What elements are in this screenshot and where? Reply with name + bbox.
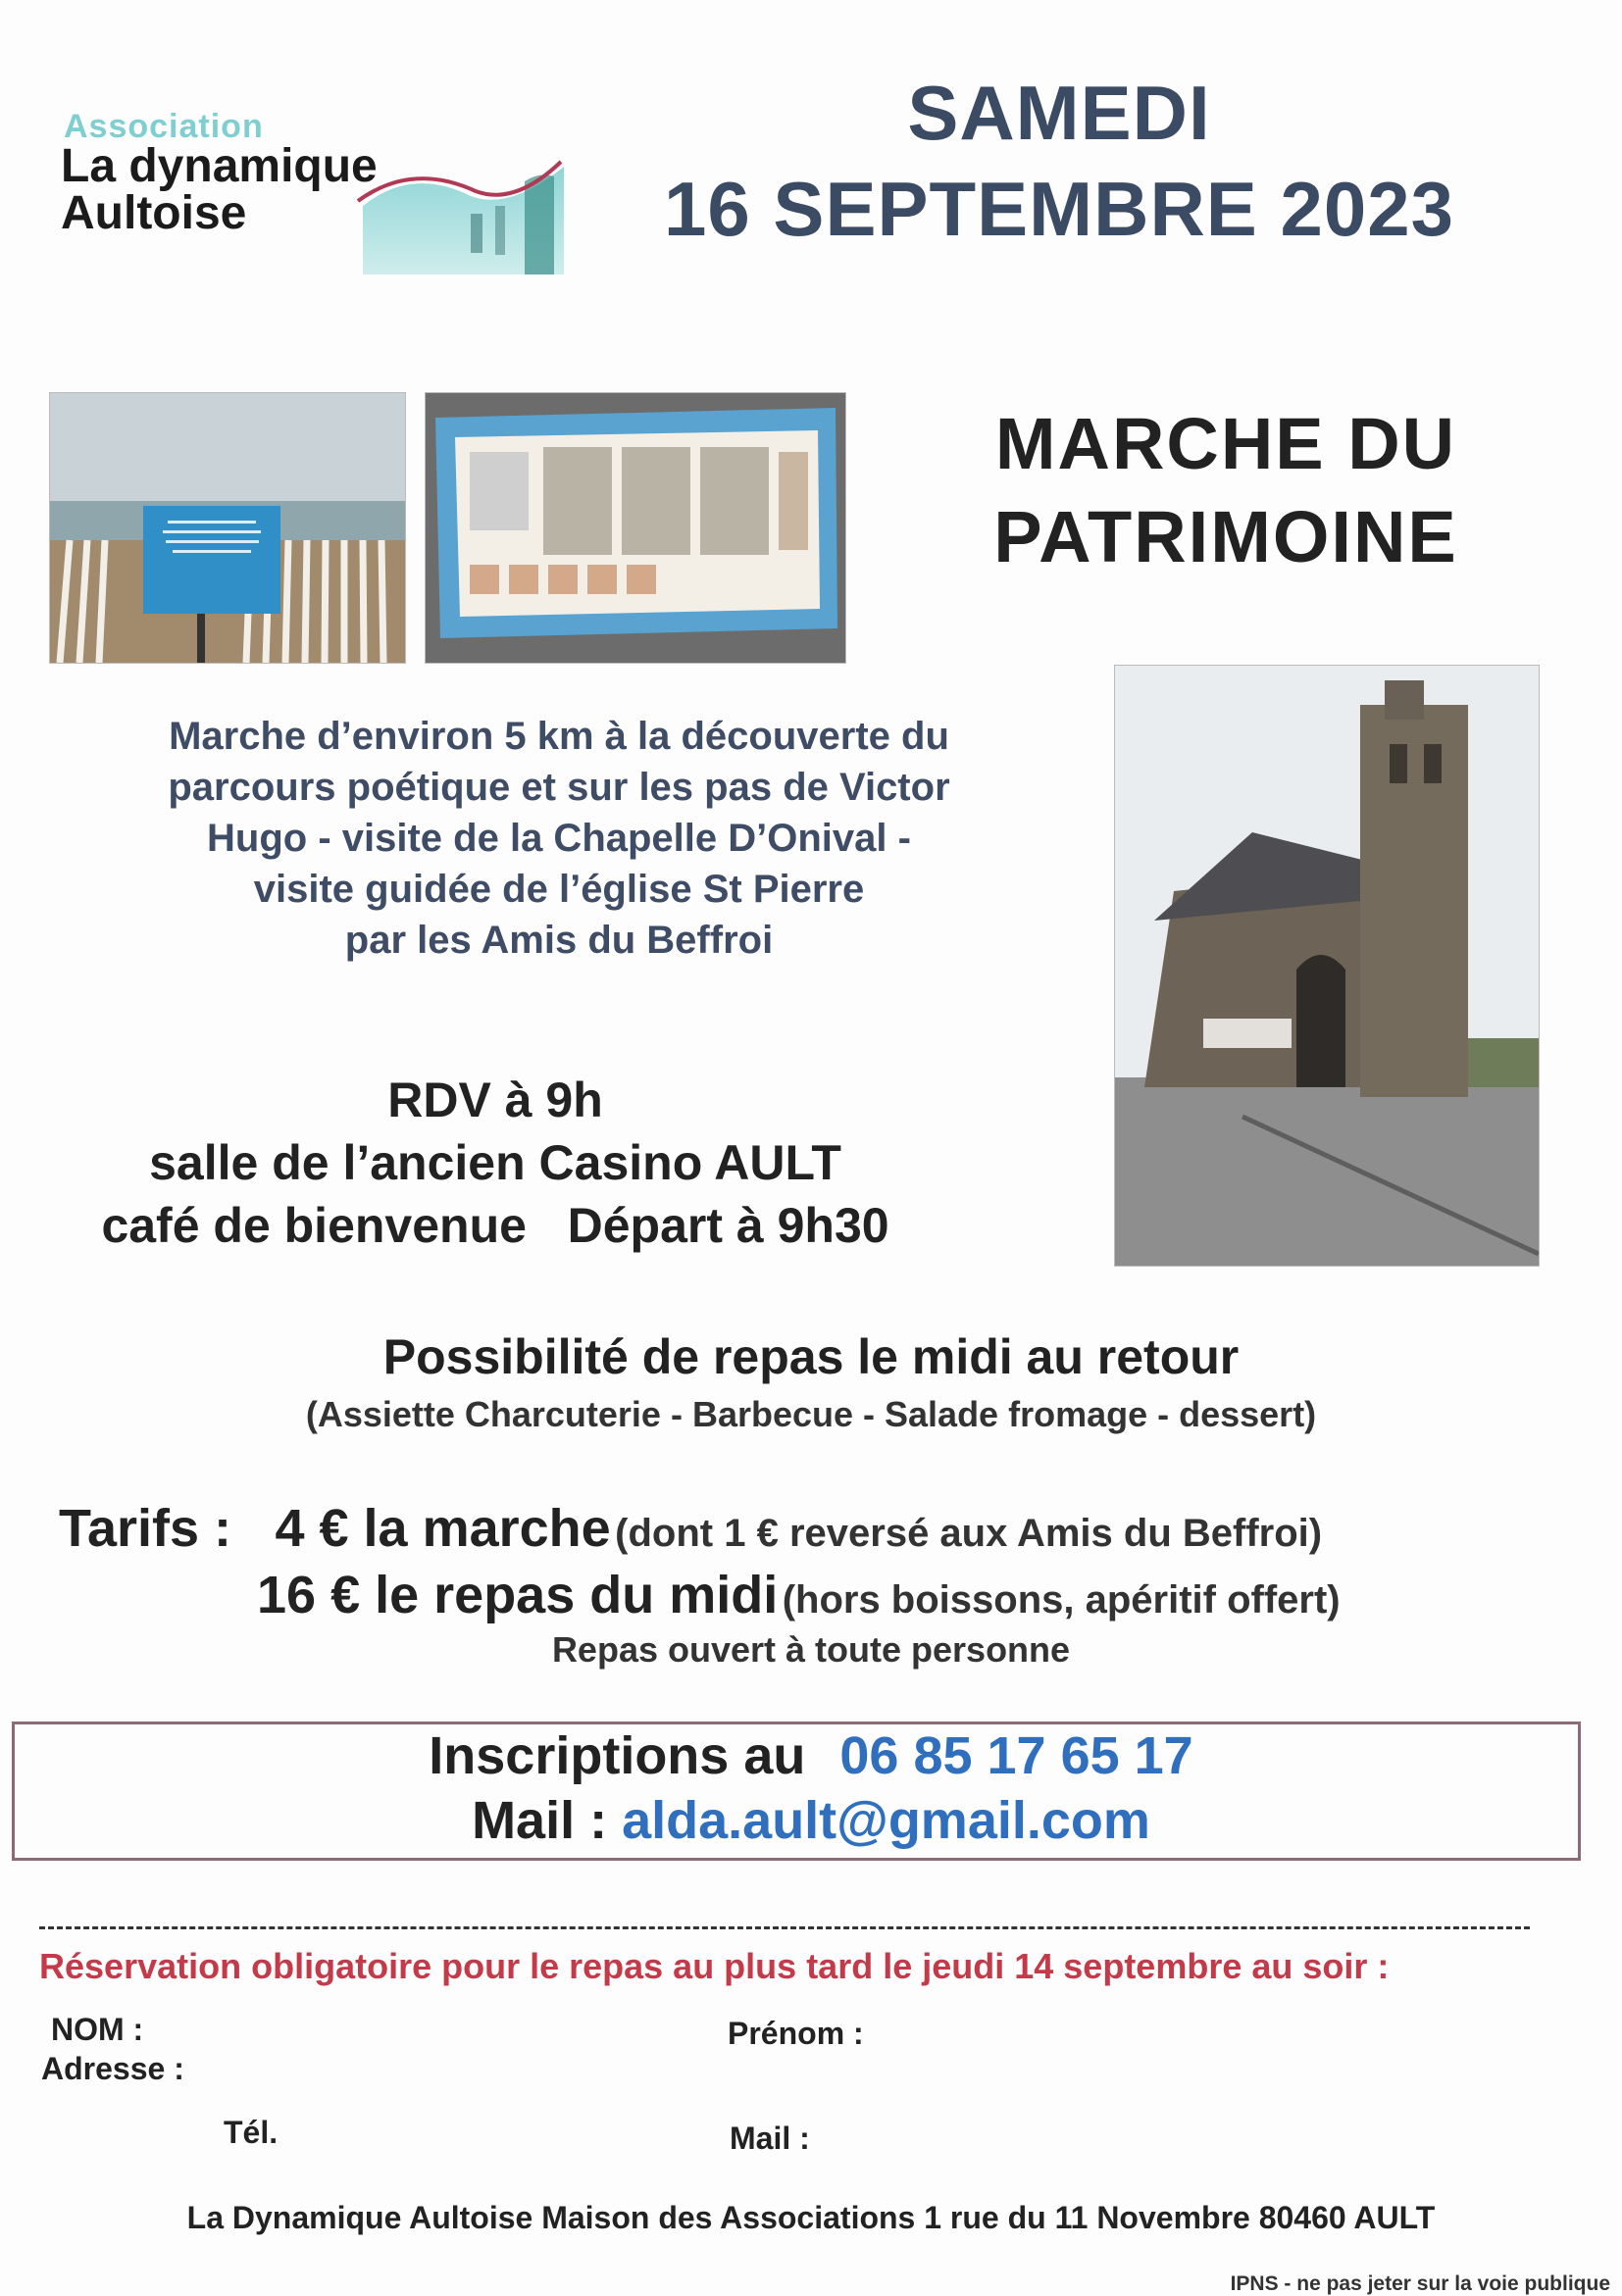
email-link[interactable]: alda.ault@gmail.com	[622, 1791, 1150, 1850]
description-line: Marche d’environ 5 km à la découverte du	[169, 715, 949, 758]
event-date: 16 SEPTEMBRE 2023	[663, 166, 1455, 252]
association-logo	[59, 108, 569, 275]
event-day: SAMEDI	[907, 70, 1211, 156]
rdv-place: salle de l’ancien Casino AULT	[149, 1135, 841, 1190]
photo-poetic-path-sign	[49, 392, 406, 664]
ipns-notice: IPNS - ne pas jeter sur la voie publique	[1230, 2272, 1610, 2295]
meal-menu: (Assiette Charcuterie - Barbecue - Salade fromage - dessert)	[305, 1394, 1317, 1434]
form-prenom-label: Prénom :	[728, 2016, 864, 2051]
tarif-walk-row	[59, 1498, 1589, 1559]
rdv-departure-time: Départ à 9h30	[567, 1198, 889, 1253]
rdv-welcome-coffee: café de bienvenue	[101, 1198, 527, 1253]
description-line: Hugo - visite de la Chapelle D’Onival -	[207, 817, 911, 860]
meeting-info	[20, 1069, 971, 1257]
logo-line1: La dynamique	[61, 140, 378, 192]
event-title-line1: MARCHE DU	[994, 403, 1457, 484]
logo-wave-graphic	[353, 127, 569, 275]
description-line: par les Amis du Beffroi	[344, 919, 774, 962]
form-mail-label: Mail :	[730, 2121, 810, 2156]
meal-open-note: Repas ouvert à toute personne	[551, 1629, 1071, 1670]
cut-line	[39, 1926, 1530, 1929]
footer-address: La Dynamique Aultoise Maison des Associations 1 rue du 11 Novembre 80460 AULT	[186, 2200, 1436, 2235]
inscriptions-mail-row	[0, 1790, 1622, 1851]
photo-victor-hugo-panel	[425, 392, 846, 664]
logo-association-text: Association	[64, 108, 264, 145]
rdv-time: RDV à 9h	[387, 1073, 603, 1127]
phone-number: 06 85 17 65 17	[839, 1726, 1193, 1785]
inscriptions-phone-row	[0, 1725, 1622, 1786]
description-line: visite guidée de l’église St Pierre	[253, 868, 865, 911]
tarif-walk-note: (dont 1 € reversé aux Amis du Beffroi)	[615, 1512, 1323, 1555]
event-title-line2: PATRIMOINE	[993, 496, 1458, 577]
reservation-notice: Réservation obligatoire pour le repas au plus tard le jeudi 14 septembre au soir :	[39, 1946, 1390, 1986]
meal-heading: Possibilité de repas le midi au retour	[382, 1329, 1240, 1384]
form-adresse-label: Adresse :	[41, 2051, 184, 2086]
photo-saint-pierre-church	[1114, 665, 1540, 1267]
mail-label: Mail :	[472, 1791, 608, 1850]
tarif-meal-note: (hors boissons, apéritif offert)	[782, 1578, 1341, 1622]
form-tel-label: Tél.	[224, 2115, 279, 2150]
tarif-meal-row	[257, 1565, 1610, 1625]
inscriptions-label: Inscriptions au	[429, 1726, 806, 1785]
form-nom-label: NOM :	[51, 2012, 144, 2047]
tarif-walk-price: 4 € la marche	[275, 1499, 611, 1558]
walk-description	[39, 711, 1079, 966]
tarif-meal-price: 16 € le repas du midi	[257, 1566, 779, 1624]
rdv-departure	[20, 1194, 971, 1257]
tarifs-label: Tarifs :	[59, 1499, 232, 1558]
description-line: parcours poétique et sur les pas de Victor	[168, 766, 950, 809]
logo-line2: Aultoise	[61, 187, 247, 239]
